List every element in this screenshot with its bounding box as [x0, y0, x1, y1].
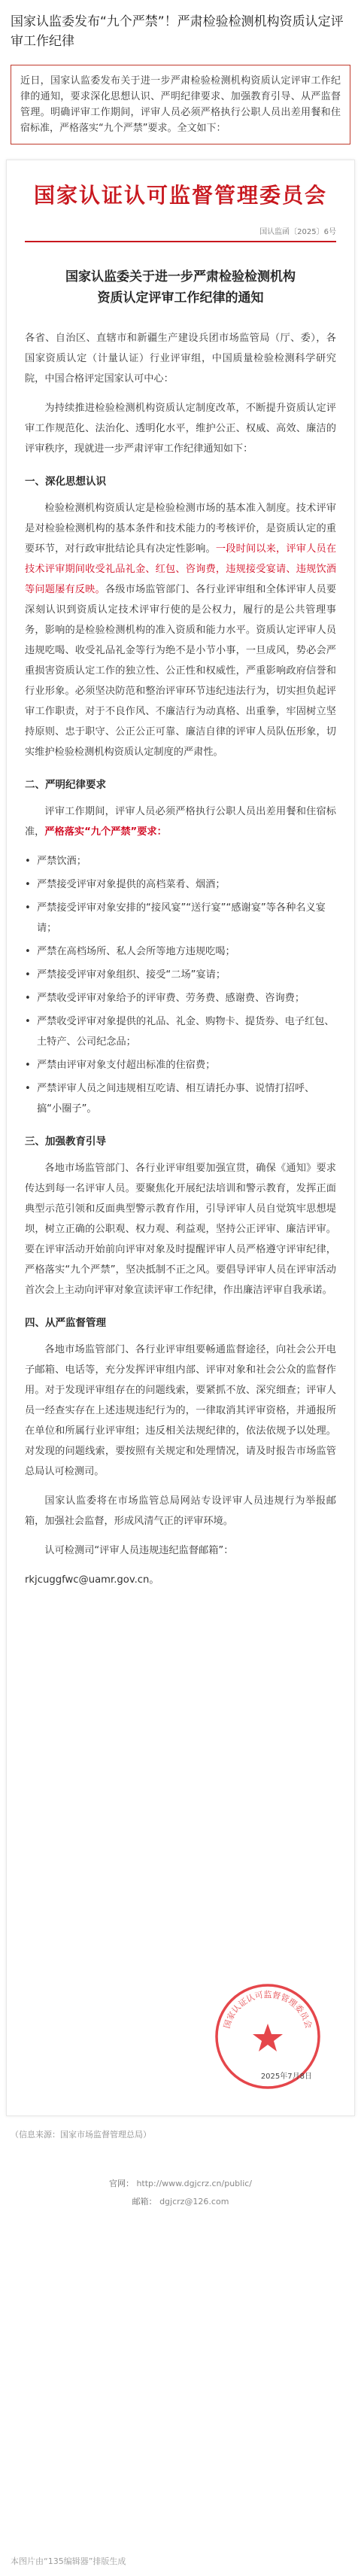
mail-link[interactable]: dgjcrz@126.com — [159, 2197, 229, 2206]
section-3-heading: 三、加强教育引导 — [25, 1136, 106, 1148]
mail-label: 邮箱： — [132, 2197, 157, 2206]
article-title: 国家认监委发布“九个严禁”！严肃检验检测机构资质认定评审工作纪律 — [11, 14, 344, 49]
paragraph-2 — [25, 498, 336, 762]
footer-site-row — [0, 2175, 361, 2193]
official-document-image — [6, 160, 355, 2116]
nine-bans-highlight: 严格落实“九个严禁”要求： — [44, 826, 167, 838]
ban-item: • 严禁接受评审对象安排的“接风宴”“送行宴”“感谢宴”等各种名义宴请； — [25, 898, 336, 938]
document-header — [25, 180, 336, 242]
site-label: 官网： — [108, 2179, 134, 2188]
ban-item: • 严禁评审人员之间违规相互吃请、相互请托办事、说情打招呼、搞“小圈子”。 — [25, 1078, 336, 1119]
ban-item: • 严禁接受评审对象提供的高档菜肴、烟酒； — [25, 874, 336, 895]
document-org-name: 国家认证认可监督管理委员会 — [33, 183, 327, 208]
ban-item: • 严禁收受评审对象给予的评审费、劳务费、感谢费、咨询费； — [25, 988, 336, 1008]
document-title — [28, 266, 333, 309]
paragraph-2a: 检验检测机构资质认定是检验检测市场的基本准入制度。技术评审是对检验检测机构的基本条件和技术能力的考核评价，是资质认定的重要环节，对行政审批结论具有决定性影响。 — [25, 503, 336, 555]
document-code: 国认监函〔2025〕6号 — [259, 228, 336, 236]
seal-text: 国家认证认可监督管理委员会 — [222, 1990, 314, 2030]
paragraph-2b-highlight: 一段时间以来，评审人员在技术评审期间收受礼品礼金、红包、咨询费，违规接受宴请、违规饮酒等问题屡有反映。 — [25, 543, 337, 595]
intro-box — [11, 65, 350, 144]
header-red-rule — [25, 241, 336, 242]
ban-item: • 严禁收受评审对象提供的礼品、礼金、购物卡、提货券、电子红包、土特产、公司纪念品； — [25, 1011, 336, 1052]
paragraph-2c: 各级市场监管部门、各行业评审组和全体评审人员要深刻认识到资质认定技术评审行使的是公权力，履行的是公共管理事务，影响的是检验检测机构的准入资质和能力水平。资质认定评审人员违规吃喝、收受礼品礼金等行为绝不是小节小事，一旦成风，势必会严重损害资质认定工作的独立性、公正性和权威性，严重影响政府信誉和行业形象。必须坚决防范和整治评审环节违纪违法行为，切实担负起评审工作职责，对于不良作风、不廉洁行为动真格、出重拳，牢固树立坚持原则、忠于职守、公正公正可靠、廉洁自律的评审人员队伍形象，切实维护检验检测机构资质认定制度的严肃性。 — [25, 584, 337, 758]
ban-item: • 严禁接受评审对象组织、接受“二场”宴请； — [25, 965, 336, 985]
salutation: 各省、自治区、直辖市和新疆生产建设兵团市场监管局（厅、委），各国家资质认定（计量认证）行业评审组，中国质量检验检测科学研究院，中国合格评定国家认可中心： — [25, 333, 336, 385]
footer-contact — [0, 2175, 361, 2211]
report-email[interactable]: rkjcuggfwc@uamr.gov.cn。 — [25, 1574, 159, 1586]
paragraph-6: 国家认监委将在市场监管总局网站专设评审人员违规行为举报邮箱，加强社会监督，形成风清气正的评审环境。 — [25, 1495, 336, 1527]
paragraph-4: 各地市场监管部门、各行业评审组要加强宣贯，确保《通知》要求传达到每一名评审人员。要聚焦化开展纪法培训和警示教育，发挥正面典型示范引领和反面典型警示教育作用，引导评审人员自觉筑牢思想堤坝，树立正确的公职观、权力观、利益观，坚持公正评审、廉洁评审。要在评审活动开始前向评审对象及时提醒评审人员严格遵守评审纪律，严格落实“九个严禁”，坚决抵制不正之风。要倡导评审人员在评审活动首次会上主动向评审对象宣读评审工作纪律，作出廉洁评审自我承诺。 — [25, 1163, 336, 1296]
document-date: 2025年7月8日 — [260, 2073, 312, 2081]
nine-bans-list — [25, 851, 336, 1119]
ban-item: • 严禁饮酒； — [25, 851, 336, 871]
document-body — [25, 328, 336, 1590]
ban-item: • 严禁由评审对象支付超出标准的住宿费； — [25, 1055, 336, 1075]
site-link[interactable]: http://www.dgjcrz.cn/public/ — [136, 2179, 253, 2188]
paragraph-5: 各地市场监管部门、各行业评审组要畅通监督途径，向社会公开电子邮箱、电话等，充分发挥评审组内部、评审对象和社会公众的监督作用。对于发现评审组存在的问题线索，要紧抓不放、深究细查；评审人员一经查实存在上述违规违纪行为的，一律取消其评审资格，并通报所在单位和所属行业评审组；违反相关法规纪律的，依法依规予以处理。对发现的问题线索，要按照有关规定和处理情况，请及时报告市场监管总局认可检测司。 — [25, 1344, 336, 1477]
section-2-heading: 二、严明纪律要求 — [25, 779, 106, 791]
document-title-line-1: 国家认监委关于进一步严肃检验检测机构 — [65, 269, 296, 284]
document-title-line-2: 资质认定评审工作纪律的通知 — [97, 290, 264, 306]
footer-mail-row — [0, 2193, 361, 2211]
paragraph-1: 为持续推进检验检测机构资质认定制度改革，不断提升资质认定评审工作规范化、法治化、透明化水平，维护公正、权威、高效、廉洁的评审秩序，现就进一步严肃评审工作纪律通知如下： — [25, 403, 336, 455]
paragraph-3 — [25, 801, 336, 842]
section-4-heading: 四、从严监督管理 — [25, 1317, 106, 1329]
editor-credit: 本图片由“135编辑器”排版生成 — [11, 2556, 126, 2566]
intro-text: 近日，国家认监委发布关于进一步严肃检验检测机构资质认定评审工作纪律的通知，要求深化思想认识、严明纪律要求、加强教育引导、从严监督管理。明确评审工作期间，评审人员必须严格执行公职人员出差用餐和住宿标准，严格落实“九个严禁”要求。全文如下： — [20, 75, 341, 134]
source-note: （信息来源：国家市场监督管理总局） — [11, 2130, 151, 2140]
paragraph-3a: 评审工作期间，评审人员必须严格执行公职人员出差用餐和住宿标准， — [25, 806, 336, 838]
section-1-heading: 一、深化思想认识 — [25, 476, 106, 488]
ban-item: • 严禁在高档场所、私人会所等地方违规吃喝； — [25, 941, 336, 962]
paragraph-7: 认可检测司“评审人员违规违纪监督邮箱”： — [44, 1545, 234, 1556]
